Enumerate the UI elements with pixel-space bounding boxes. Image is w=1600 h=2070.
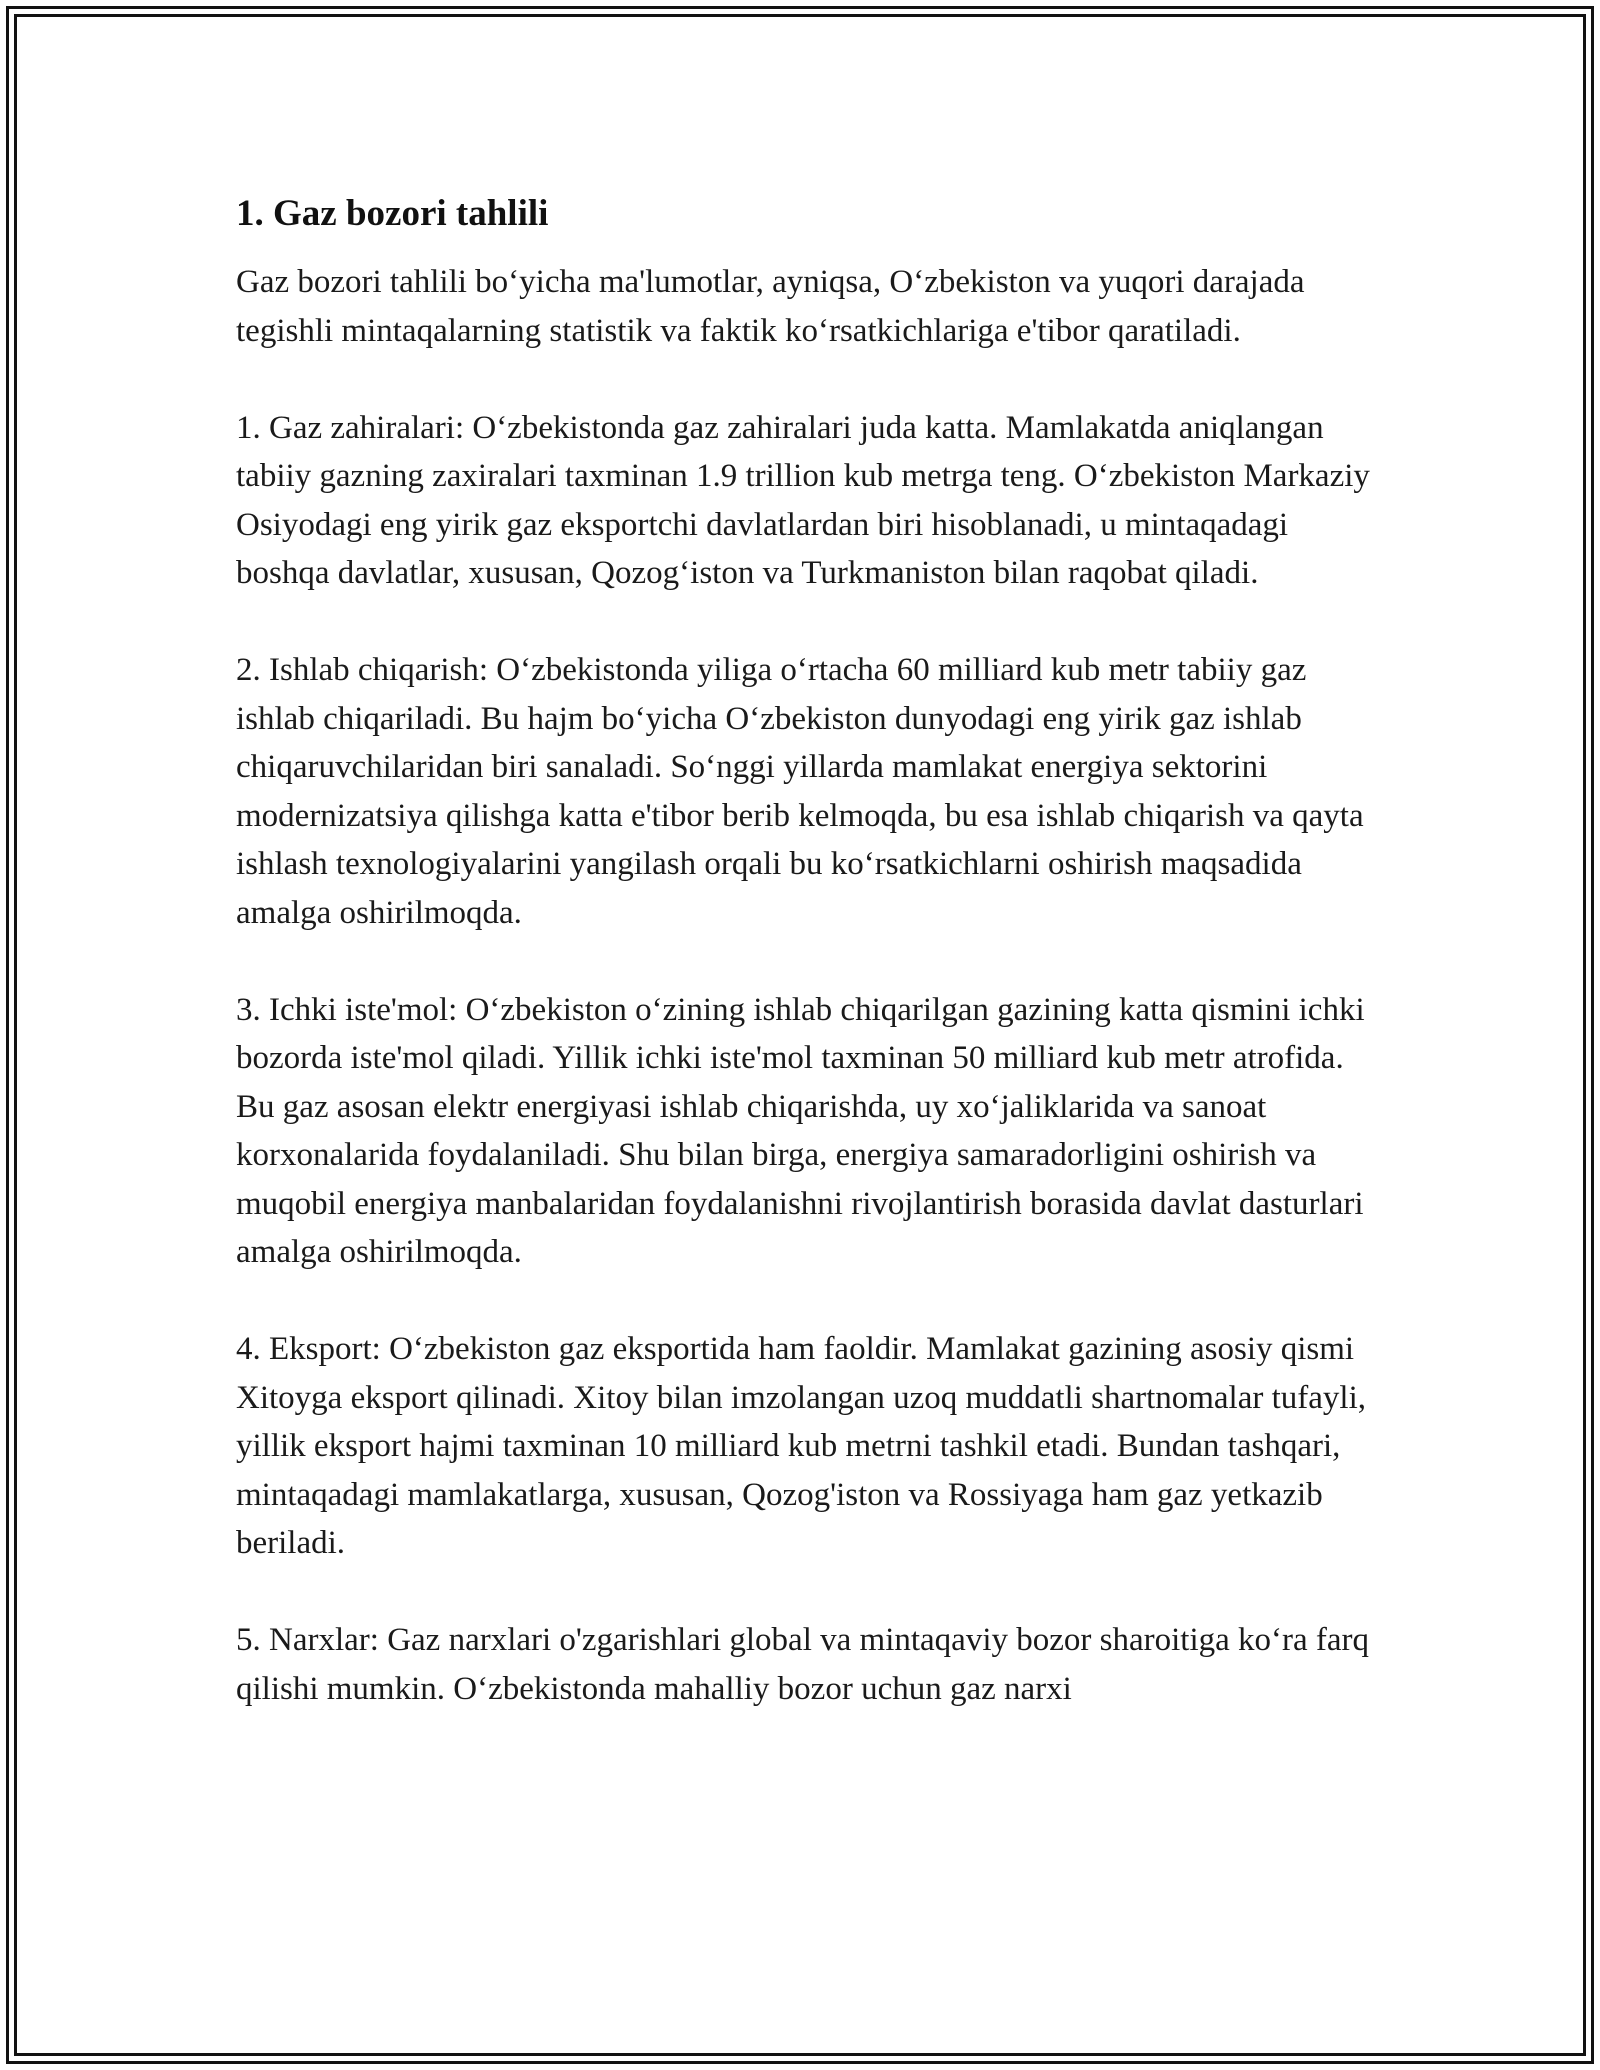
paragraph-domestic-consumption: 3. Ichki iste'mol: O‘zbekiston o‘zining ishlab chiqarilgan gazining katta qismini ichki bozorda iste'mol qiladi. Yillik ichki iste'mol taxminan 50 milliard kub metr atrofida. Bu gaz asosan elektr energiyasi ishlab chiqarishda, uy xo‘jaliklarida va sanoat korxonalarida foydalaniladi. Shu bilan birga, energiya samaradorligini oshirish va muqobil energiya manbalaridan foydalanishni rivojlantirish borasida davlat dasturlari amalga oshirilmoqda. <box>236 991 1365 1270</box>
section-heading: 1. Gaz bozori tahlili <box>236 193 549 234</box>
paragraph-export: 4. Eksport: O‘zbekiston gaz eksportida ham faoldir. Mamlakat gazining asosiy qismi Xitoyga eksport qilinadi. Xitoy bilan imzolangan uzoq muddatli shartnomalar tufayli, yillik eksport hajmi taxminan 10 milliard kub metrni tashkil etadi. Bundan tashqari, mintaqadagi mamlakatlarga, xususan, Qozog'iston va Rossiyaga ham gaz yetkazib beriladi. <box>236 1331 1367 1561</box>
paragraph-prices: 5. Narxlar: Gaz narxlari o'zgarishlari global va mintaqaviy bozor sharoitiga ko‘ra farq qilishi mumkin. O‘zbekistonda mahalliy bozor uchun gaz narxi <box>236 1622 1370 1707</box>
paragraph-intro: Gaz bozori tahlili bo‘yicha ma'lumotlar, ayniqsa, O‘zbekiston va yuqori darajada tegishli mintaqalarning statistik va faktik ko‘rsatkichlariga e'tibor qaratiladi. <box>236 264 1305 349</box>
paragraph-gas-reserves: 1. Gaz zahiralari: O‘zbekistonda gaz zahiralari juda katta. Mamlakatda aniqlangan tabiiy gazning zaxiralari taxminan 1.9 trillion kub metrga teng. O‘zbekiston Markaziy Osiyodagi eng yirik gaz eksportchi davlatlardan biri hisoblanadi, u mintaqadagi boshqa davlatlar, xususan, Qozog‘iston va Turkmaniston bilan raqobat qiladi. <box>236 409 1370 591</box>
document-body <box>236 190 1376 1762</box>
paragraph-production: 2. Ishlab chiqarish: O‘zbekistonda yiliga o‘rtacha 60 milliard kub metr tabiiy gaz ishlab chiqariladi. Bu hajm bo‘yicha O‘zbekiston dunyodagi eng yirik gaz ishlab chiqaruvchilaridan biri sanaladi. So‘nggi yillarda mamlakat energiya sektorini modernizatsiya qilishga katta e'tibor berib kelmoqda, bu esa ishlab chiqarish va qayta ishlash texnologiyalarini yangilash orqali bu ko‘rsatkichlarni oshirish maqsadida amalga oshirilmoqda. <box>236 652 1364 931</box>
